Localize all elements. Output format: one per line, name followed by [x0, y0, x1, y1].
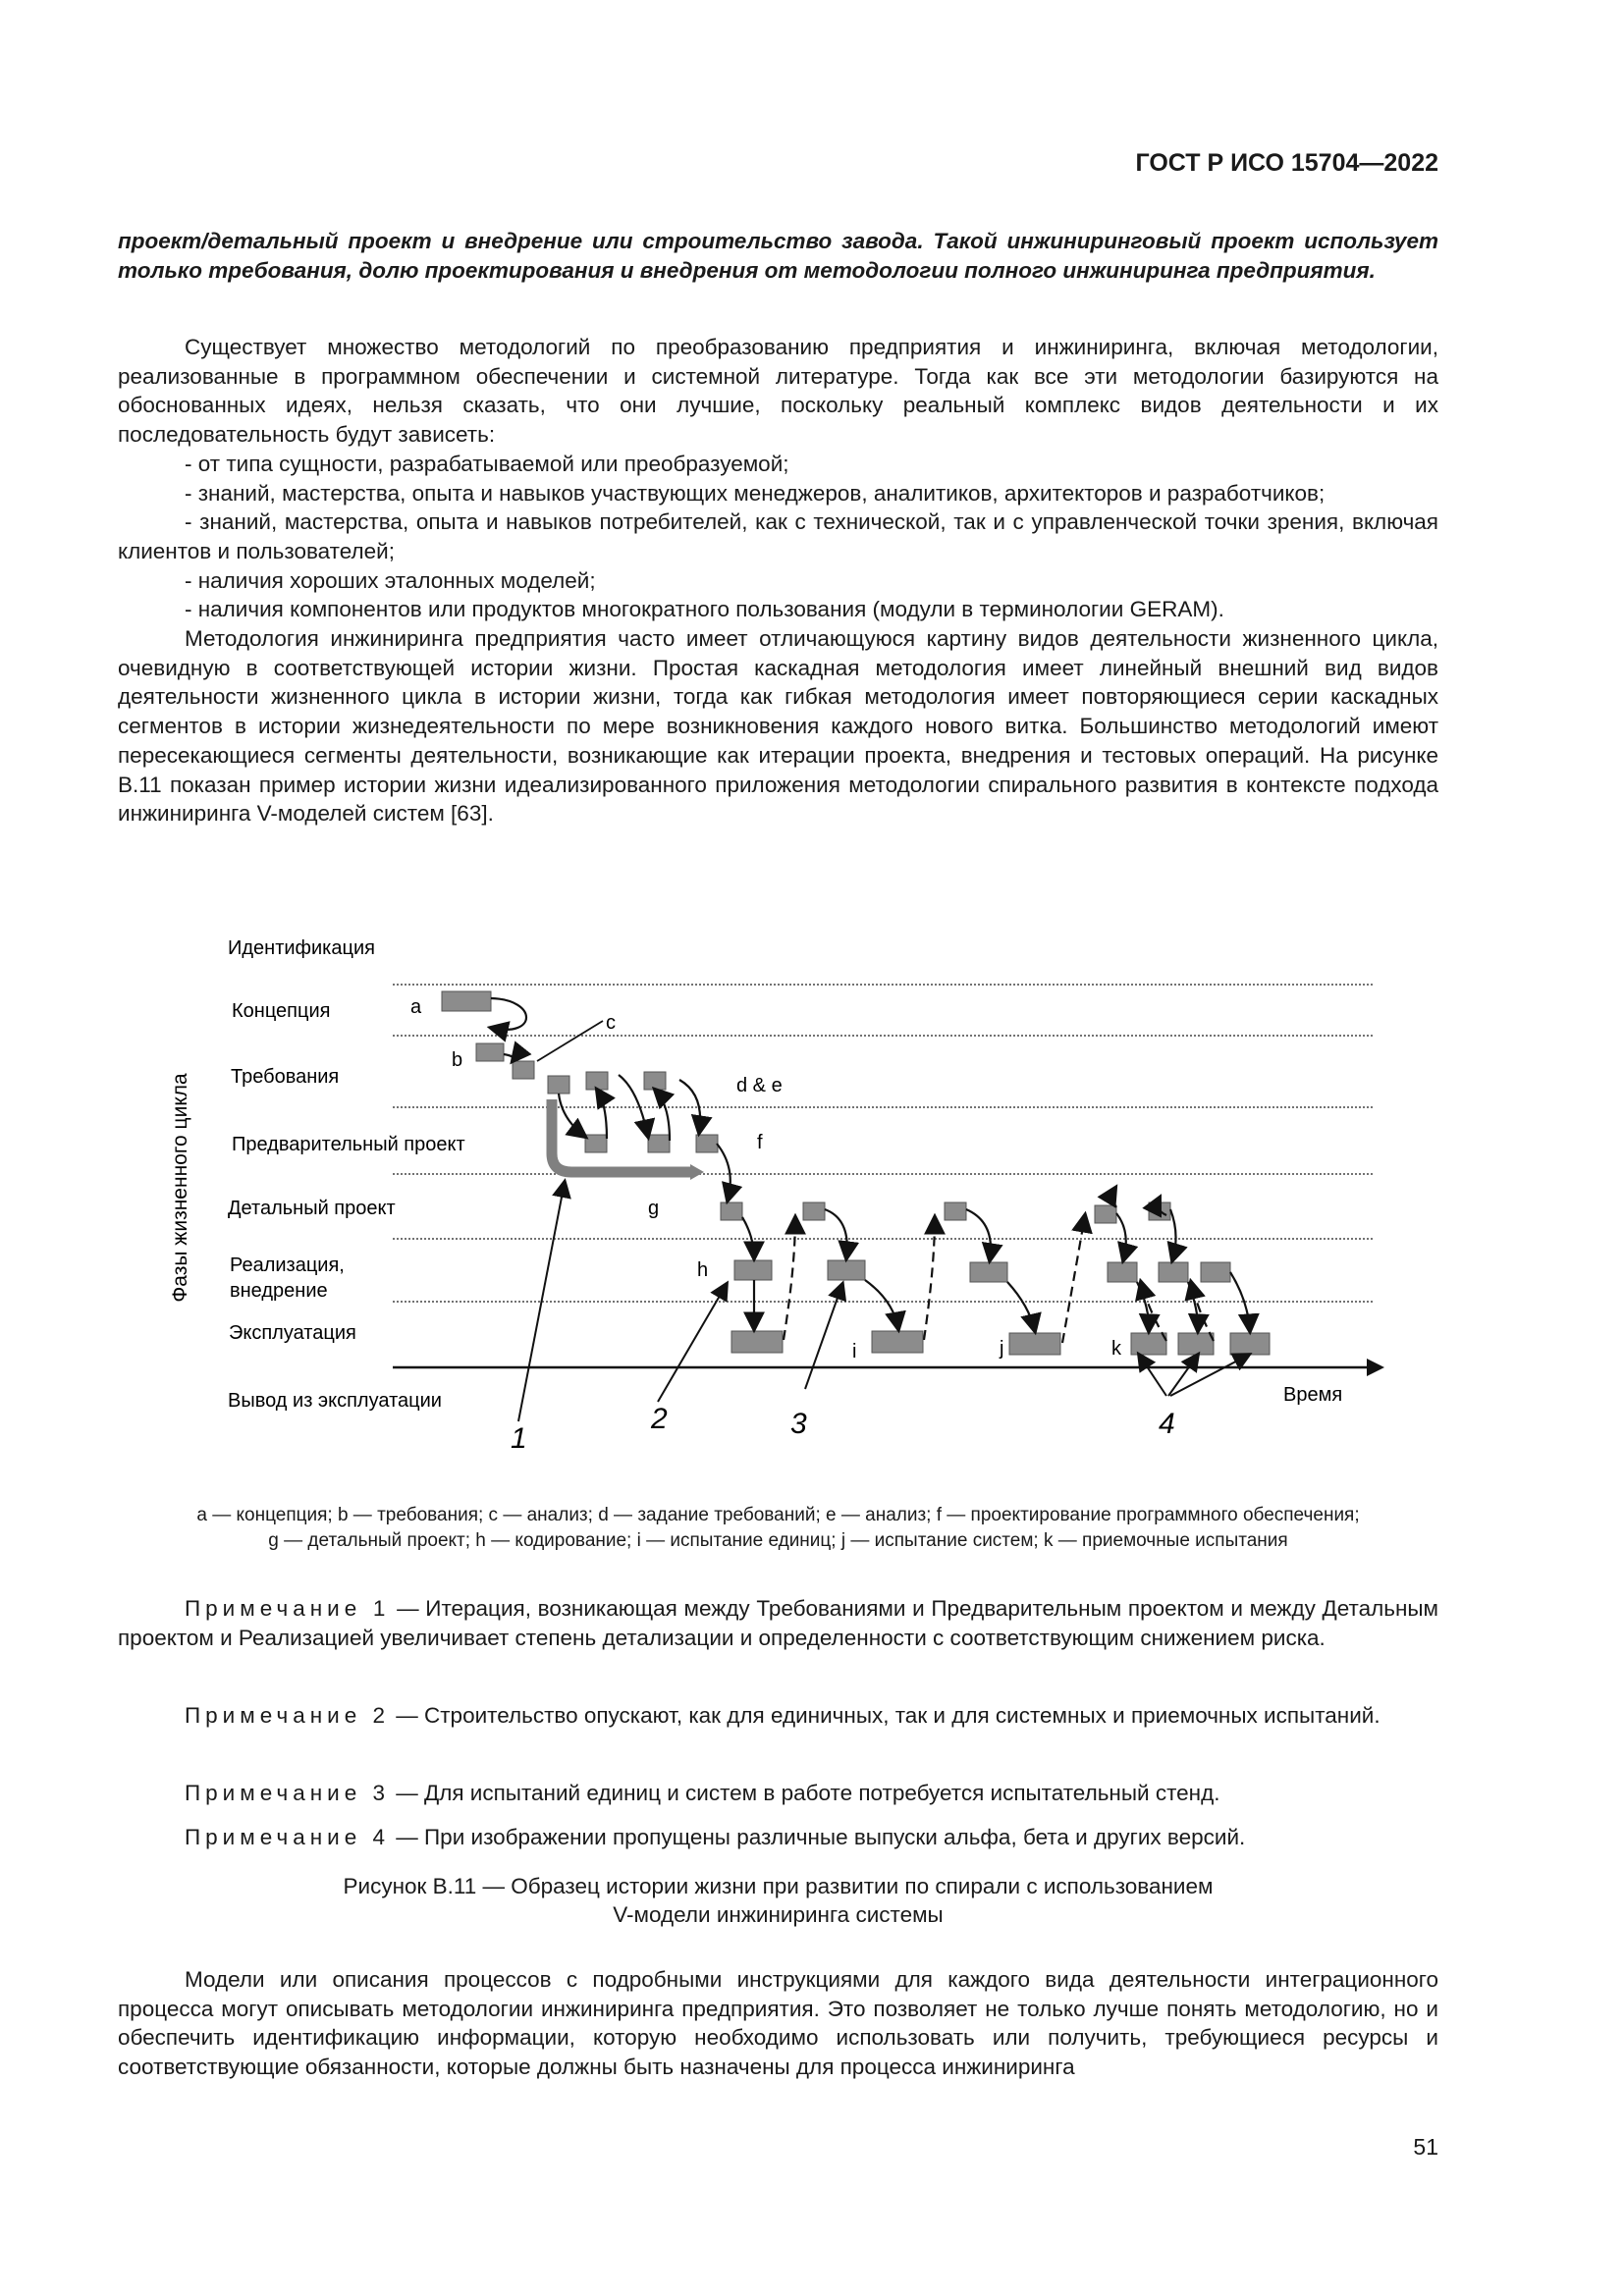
note-3	[118, 1779, 1438, 1808]
legend-line-1: a — концепция; b — требования; c — анализ; d — задание требований; e — анализ; f — проектирование программного обеспечения;	[196, 1505, 1360, 1525]
figure-caption	[118, 1872, 1438, 1929]
note-2-text: — Строительство опускают, как для единичных, так и для системных и приемочных испытаний.	[390, 1703, 1380, 1728]
figure-legend	[118, 1503, 1438, 1554]
bullet-3: - знаний, мастерства, опыта и навыков потребителей, как с технической, так и с управленческой точки зрения, включая клиентов и пользователей;	[118, 509, 1438, 563]
diagram-svg	[167, 923, 1404, 1458]
bullet-4: - наличия хороших эталонных моделей;	[185, 567, 596, 593]
phase-operation: Эксплуатация	[229, 1322, 356, 1344]
marker-c: c	[606, 1012, 616, 1034]
pointer-c	[537, 1021, 603, 1061]
note-4-label: Примечание 4	[185, 1825, 390, 1849]
phase-implementation-2: внедрение	[230, 1280, 328, 1302]
caption-line-1: Рисунок В.11 — Образец истории жизни при развитии по спирали с использованием	[343, 1874, 1214, 1898]
phase-detailed-design: Детальный проект	[228, 1198, 396, 1219]
time-axis-arrowhead	[1367, 1359, 1384, 1376]
bullet-1: - от типа сущности, разрабатываемой или преобразуемой;	[185, 451, 789, 476]
marker-a: a	[410, 996, 422, 1018]
marker-h: h	[697, 1259, 709, 1281]
note-4	[118, 1823, 1438, 1852]
phase-concept: Концепция	[232, 1000, 331, 1022]
legend-line-2: g — детальный проект; h — кодирование; i — испытание единиц; j — испытание систем; k — приемочные испытания	[268, 1530, 1288, 1551]
page-number: 51	[1413, 2134, 1438, 2160]
marker-g: g	[648, 1198, 660, 1219]
marker-j: j	[1000, 1338, 1004, 1360]
callout-4: 4	[1159, 1408, 1175, 1440]
document-header: ГОСТ Р ИСО 15704—2022	[1135, 149, 1438, 177]
axis-x-label: Время	[1283, 1384, 1343, 1406]
marker-b: b	[452, 1049, 463, 1071]
callout-3: 3	[790, 1408, 807, 1440]
phase-identification: Идентификация	[228, 937, 375, 959]
marker-i: i	[852, 1341, 857, 1362]
note-3-text: — Для испытаний единиц и систем в работе потребуется испытательный стенд.	[390, 1781, 1220, 1805]
bullet-2: - знаний, мастерства, опыта и навыков участвующих менеджеров, аналитиков, архитекторов и разработчиков;	[185, 480, 1326, 506]
paragraph-2: Методология инжиниринга предприятия часто имеет отличающуюся картину видов деятельности жизненного цикла, очевидную в соответствующей истории жизни. Простая каскадная методология имеет линейный внешний вид видов деятельности жизненного цикла в истории жизни, тогда как гибкая методология имеет повторяющиеся серии каскадных сегментов в истории жизнедеятельности по мере возникновения каждого нового витка. Большинство методологий имеют пересекающиеся сегменты деятельности, возникающие как итерации проекта, внедрения и тестовых операций. На рисунке В.11 показан пример истории жизни идеализированного приложения методологии спирального развития в контексте подхода инжиниринга V-моделей систем [63].	[118, 626, 1438, 827]
note-2-label: Примечание 2	[185, 1703, 390, 1728]
caption-line-2: V-модели инжиниринга системы	[613, 1902, 944, 1927]
note-1-text: — Итерация, возникающая между Требованиями и Предварительным проектом и между Детальным проектом и Реализацией увеличивает степень детализации и определенности с соответствующим снижением риска.	[118, 1596, 1439, 1650]
figure-spiral-diagram	[167, 923, 1404, 1458]
phase-decommission: Вывод из эксплуатации	[228, 1390, 442, 1412]
axis-y-label: Фазы жизненного цикла	[169, 1073, 191, 1303]
marker-k: k	[1111, 1338, 1121, 1360]
phase-implementation-1: Реализация,	[230, 1255, 345, 1276]
bullet-5: - наличия компонентов или продуктов многократного пользования (модули в терминологии GERAM).	[185, 597, 1224, 622]
iteration-bracket	[552, 1099, 692, 1172]
note-1-label: Примечание 1	[185, 1596, 391, 1621]
note-4-text: — При изображении пропущены различные выпуски альфа, бета и других версий.	[390, 1825, 1246, 1849]
marker-d-e: d & e	[736, 1075, 783, 1096]
phase-preliminary-design: Предварительный проект	[232, 1134, 465, 1155]
final-paragraph: Модели или описания процессов с подробными инструкциями для каждого вида деятельности интеграционного процесса могут описывать методологии инжиниринга предприятия. Это позволяет не только лучше понять методологию, но и обеспечить идентификацию информации, которую необходимо использовать или получить, требующиеся ресурсы и соответствующие обязанности, которые должны быть назначены для процесса инжиниринга	[118, 1967, 1438, 2080]
note-3-label: Примечание 3	[185, 1781, 390, 1805]
note-2	[118, 1701, 1438, 1731]
main-text	[118, 333, 1438, 828]
callout-1: 1	[511, 1422, 527, 1455]
callout-2: 2	[651, 1403, 668, 1435]
intro-paragraph	[118, 227, 1438, 285]
phase-requirements: Требования	[231, 1066, 340, 1088]
paragraph-1: Существует множество методологий по преобразованию предприятия и инжиниринга, включая методологии, реализованные в программном обеспечении и системной литературе. Тогда как все эти методологии базируются на обоснованных идеях, нельзя сказать, что они лучшие, поскольку реальный комплекс видов деятельности и их последовательность будут зависеть:	[118, 335, 1438, 448]
phase-lines	[393, 985, 1375, 1302]
note-1	[118, 1594, 1438, 1652]
intro-text: проект/детальный проект и внедрение или строительство завода. Такой инжиниринговый проект использует только требования, долю проектирования и внедрения от методологии полного инжиниринга предприятия.	[118, 229, 1438, 283]
iteration-bracket-head	[690, 1164, 704, 1180]
marker-f: f	[757, 1132, 763, 1153]
